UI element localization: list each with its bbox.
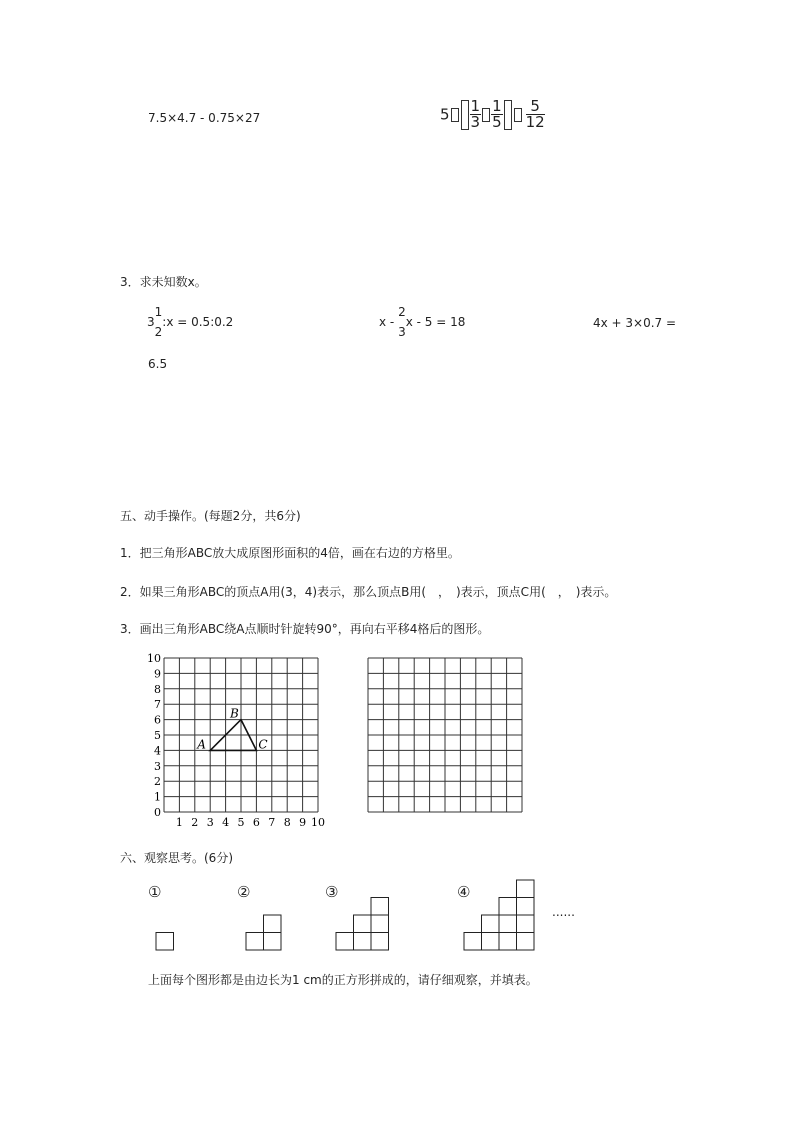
blank-grid-right: [366, 656, 526, 816]
point-c-label: C: [258, 737, 268, 752]
x-tick-label: 1: [175, 816, 183, 829]
fraction-1-5: $\frac{1}{5}$: [492, 97, 502, 131]
y-tick-label: 6: [154, 713, 161, 727]
section6-title: 六、观察思考。(6分): [120, 851, 233, 865]
y-tick-label: 0: [154, 806, 161, 819]
calc-expression-2: [440, 99, 545, 130]
unit-square: [464, 933, 482, 951]
fraction-1-3: $\frac{1}{3}$: [470, 97, 481, 131]
unit-square: [371, 915, 389, 933]
x-tick-label: 7: [268, 816, 276, 829]
point-a-label: A: [197, 737, 206, 752]
unit-square: [354, 933, 372, 951]
x-tick-label: 10: [311, 816, 325, 829]
point-b-label: B: [230, 706, 239, 721]
expr2-lead: 5: [440, 105, 450, 124]
fraction-5-12: $\frac{5}{12}$: [525, 97, 545, 131]
unit-square: [371, 898, 389, 916]
y-tick-label: 7: [154, 698, 161, 712]
x-tick-label: 2: [191, 816, 199, 829]
calc-expression-1: 7.5×4.7 - 0.75×27: [148, 111, 261, 125]
staircase-squares: [156, 880, 534, 950]
missing-glyph-box: [482, 108, 490, 122]
x-tick-label: 6: [252, 816, 260, 829]
section5-item-3: 3．画出三角形ABC绕A点顺时针旋转90°，再向右平移4格后的图形。: [120, 622, 490, 636]
unit-square: [482, 915, 500, 933]
figure-label-3: ③: [325, 883, 339, 901]
grid-lines: [164, 658, 318, 812]
fraction-1-2: 1 2: [154, 305, 163, 339]
unit-square: [499, 933, 517, 951]
equation-2: x - 2 3 x - 5 = 18: [379, 305, 466, 339]
x-tick-label: 9: [299, 816, 307, 829]
missing-bracket-box: [504, 100, 512, 130]
unit-square: [499, 898, 517, 916]
y-tick-label: 5: [154, 729, 161, 742]
coordinate-grid-left: [140, 650, 340, 835]
unit-square: [264, 915, 282, 933]
missing-glyph-box: [451, 108, 459, 122]
y-tick-label: 9: [154, 667, 161, 681]
equation-3-line2: 6.5: [148, 357, 168, 371]
unit-square: [264, 933, 282, 951]
unit-square: [517, 898, 535, 916]
unit-square: [354, 915, 372, 933]
section5-title: 五、动手操作。(每题2分，共6分): [120, 509, 301, 523]
fraction-2-3: 2 3: [398, 305, 406, 339]
section5-item-1: 1．把三角形ABC放大成原图形面积的4倍，画在右边的方格里。: [120, 546, 460, 560]
y-tick-label: 10: [147, 652, 161, 665]
y-tick-label: 2: [154, 775, 161, 789]
unit-square: [336, 933, 354, 951]
section6-note: 上面每个图形都是由边长为1 cm的正方形拼成的，请仔细观察，并填表。: [148, 973, 538, 987]
y-axis-labels: [147, 652, 161, 819]
ellipsis: ......: [552, 905, 575, 919]
x-tick-label: 3: [206, 816, 214, 829]
q3-title: 3．求未知数x。: [120, 275, 207, 289]
y-tick-label: 8: [154, 682, 161, 696]
unit-square: [517, 933, 535, 951]
unit-square: [517, 880, 535, 898]
unit-square: [499, 915, 517, 933]
x-tick-label: 5: [237, 816, 245, 829]
unit-square: [517, 915, 535, 933]
x-tick-label: 4: [222, 816, 230, 829]
figure-label-2: ②: [237, 883, 251, 901]
equation-1: 3 1 2 :x = 0.5:0.2: [147, 305, 234, 339]
x-axis-labels: [176, 816, 325, 829]
y-tick-label: 3: [154, 759, 161, 773]
staircase-figures: [150, 875, 560, 955]
missing-bracket-box: [461, 100, 469, 130]
grid-lines: [368, 658, 522, 812]
x-tick-label: 8: [283, 816, 291, 829]
section5-item-2: 2．如果三角形ABC的顶点A用(3，4)表示，那么顶点B用( ， )表示，顶点C用( ， )表示。: [120, 585, 617, 599]
unit-square: [156, 933, 174, 951]
y-tick-label: 4: [154, 744, 161, 758]
unit-square: [246, 933, 264, 951]
unit-square: [371, 933, 389, 951]
missing-glyph-box: [514, 108, 522, 122]
figure-label-1: ①: [148, 883, 162, 901]
equation-3-line1: 4x + 3×0.7 =: [593, 316, 677, 330]
unit-square: [482, 933, 500, 951]
figure-label-4: ④: [457, 883, 471, 901]
y-tick-label: 1: [154, 790, 161, 804]
